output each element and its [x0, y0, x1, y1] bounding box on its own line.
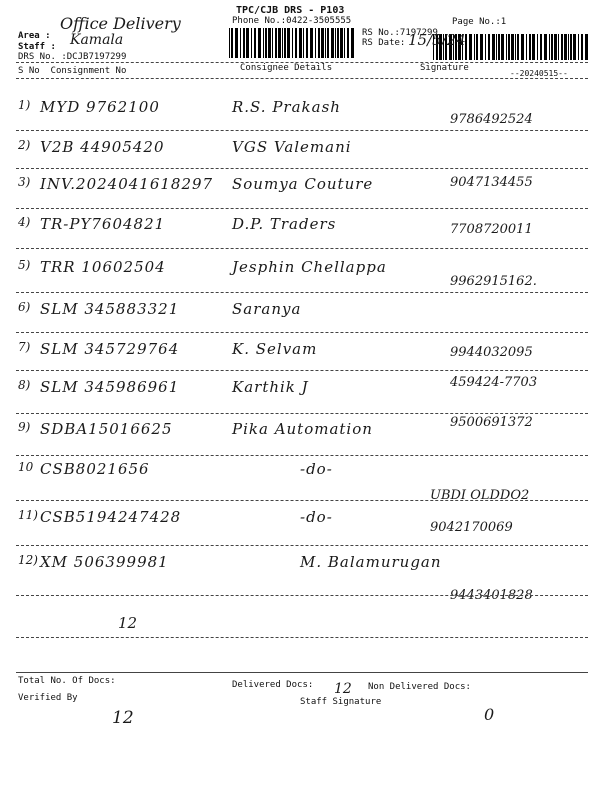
col-consignment-text: Consignment No — [50, 66, 127, 76]
barcode-bar — [564, 34, 567, 60]
barcode-bar — [496, 34, 497, 60]
row-signature: 9786492524 — [450, 112, 533, 127]
barcode-bar — [303, 28, 304, 58]
barcode-bar — [351, 28, 354, 58]
barcode-bar — [540, 34, 542, 60]
barcode-bar — [508, 34, 510, 60]
row-consignment-no: V2B 44905420 — [40, 138, 165, 156]
row-consignment-no: MYD 9762100 — [40, 98, 160, 116]
barcode-bar — [347, 28, 349, 58]
area-label — [18, 31, 51, 41]
row-signature: 9500691372 — [450, 415, 533, 430]
barcode-bar — [573, 34, 576, 60]
row-divider — [16, 413, 588, 414]
barcode-bar — [517, 34, 519, 60]
barcode-bar — [506, 34, 507, 60]
barcode-bar — [570, 34, 572, 60]
row-sno: 5) — [18, 258, 31, 272]
row-consignment-no: TRR 10602504 — [40, 258, 166, 276]
row-sno: 8) — [18, 378, 31, 392]
row-divider — [16, 595, 588, 596]
page-number: Page No.:1 — [452, 17, 507, 27]
row-consignee: Karthik J — [232, 378, 309, 396]
barcode-bar — [521, 34, 524, 60]
barcode-bar — [265, 28, 267, 58]
row-sno: 1) — [18, 98, 31, 112]
barcode-bar — [254, 28, 256, 58]
row-consignee: Pika Automation — [232, 420, 373, 438]
row-signature: 459424-7703 — [450, 375, 538, 390]
row-divider — [16, 637, 588, 638]
row-sno: 4) — [18, 215, 31, 229]
barcode-bar — [246, 28, 249, 58]
verified-by-label: Verified By — [18, 693, 78, 703]
barcode-bar — [306, 28, 308, 58]
barcode-bar — [318, 28, 320, 58]
barcode-bar — [263, 28, 264, 58]
barcode-bar — [275, 28, 277, 58]
staff-label — [18, 42, 56, 52]
row-sno: 9) — [18, 420, 31, 434]
row-sno: 11) — [18, 508, 38, 522]
row-signature: 9962915162. — [450, 274, 537, 289]
drs-number: DRS No. :DCJB7197299 — [18, 52, 127, 62]
barcode-bar — [474, 34, 475, 60]
barcode-bar — [340, 28, 343, 58]
row-signature: 9443401828 — [450, 588, 533, 603]
barcode-bar — [551, 34, 553, 60]
rs-date-label: RS Date: — [362, 38, 406, 48]
barcode-bar — [331, 28, 334, 58]
rs-date-value: 15/5/24 — [408, 31, 466, 49]
row-sno: 10 — [18, 460, 34, 474]
row-consignee: R.S. Prakash — [232, 98, 341, 116]
row-sno: 2) — [18, 138, 31, 152]
barcode-bar — [480, 34, 483, 60]
row-consignment-no: SDBA15016625 — [40, 420, 173, 438]
delivered-docs-value: 12 — [334, 681, 352, 697]
barcode-bar — [231, 28, 233, 58]
row-consignment-no: CSB5194247428 — [40, 508, 182, 526]
footer-divider — [16, 672, 588, 673]
barcode-bar — [585, 34, 588, 60]
row-consignee: -do- — [300, 508, 333, 526]
barcode-bar — [268, 28, 271, 58]
row-divider — [16, 208, 588, 209]
drs-barcode — [228, 28, 356, 58]
barcode-bar — [295, 28, 297, 58]
barcode-bar — [282, 28, 283, 58]
row-divider — [16, 545, 588, 546]
row-consignment-no: XM 506399981 — [40, 553, 169, 571]
barcode-bar — [287, 28, 290, 58]
col-header-signature: Signature — [420, 63, 469, 73]
row-consignment-no: SLM 345729764 — [40, 340, 180, 358]
row-divider — [16, 500, 588, 501]
barcode-bar — [537, 34, 538, 60]
barcode-bar — [492, 34, 495, 60]
barcode-bar — [325, 28, 326, 58]
barcode-bar — [469, 34, 472, 60]
row-divider — [16, 168, 588, 169]
barcode-bar — [526, 34, 527, 60]
barcode-bar — [498, 34, 500, 60]
staff-signature-label: Staff Signature — [300, 697, 382, 707]
barcode-bar — [561, 34, 563, 60]
barcode-bar — [578, 34, 579, 60]
staff-value: Kamala — [70, 32, 124, 48]
barcode-bar — [299, 28, 302, 58]
barcode-bar — [544, 34, 547, 60]
barcode-bar — [335, 28, 336, 58]
barcode-bar — [251, 28, 252, 58]
col-header-date: --20240515-- — [510, 69, 568, 78]
row-signature: 9047134455 — [450, 175, 533, 190]
barcode-bar — [511, 34, 514, 60]
barcode-bar — [310, 28, 313, 58]
row-signature: 7708720011 — [450, 222, 533, 237]
barcode-bar — [476, 34, 478, 60]
barcode-bar — [485, 34, 486, 60]
row-consignee: Saranya — [232, 300, 302, 318]
barcode-bar — [337, 28, 339, 58]
area-value: Office Delivery — [60, 14, 181, 33]
row-divider — [16, 332, 588, 333]
row-divider — [16, 370, 588, 371]
row-sno: 12) — [18, 553, 38, 567]
total-note: 12 — [118, 614, 138, 632]
barcode-bar — [558, 34, 559, 60]
row-consignment-no: SLM 345883321 — [40, 300, 180, 318]
row-divider — [16, 455, 588, 456]
row-signature: UBDI OLDDO2 — [430, 488, 530, 503]
columns-divider — [16, 78, 588, 79]
rs-number: RS No.:7197299 — [362, 28, 438, 38]
barcode-bar — [581, 34, 583, 60]
non-delivered-docs-value: 0 — [484, 705, 495, 724]
row-consignee: VGS Valemani — [232, 138, 352, 156]
area-label-text: Area : — [18, 31, 51, 41]
barcode-bar — [272, 28, 273, 58]
row-sno: 7) — [18, 340, 31, 354]
barcode-bar — [568, 34, 569, 60]
delivered-docs-label: Delivered Docs: — [232, 680, 314, 690]
row-consignee: K. Selvam — [232, 340, 318, 358]
row-sno: 6) — [18, 300, 31, 314]
row-consignment-no: INV.2024041618297 — [40, 175, 214, 193]
col-header-consignee: Consignee Details — [240, 63, 333, 73]
row-consignee: Soumya Couture — [232, 175, 374, 193]
barcode-bar — [258, 28, 261, 58]
staff-label-text: Staff : — [18, 42, 56, 52]
barcode-bar — [554, 34, 557, 60]
barcode-bar — [292, 28, 293, 58]
verified-by-value: 12 — [112, 708, 134, 728]
barcode-bar — [549, 34, 550, 60]
barcode-bar — [344, 28, 345, 58]
row-consignment-no: TR-PY7604821 — [40, 215, 166, 233]
row-consignment-no: SLM 345986961 — [40, 378, 180, 396]
row-consignee: -do- — [300, 460, 333, 478]
total-docs-label: Total No. Of Docs: — [18, 676, 116, 686]
row-signature: 9042170069 — [430, 520, 513, 535]
row-divider — [16, 130, 588, 131]
row-divider — [16, 248, 588, 249]
row-divider — [16, 292, 588, 293]
barcode-bar — [278, 28, 281, 58]
barcode-bar — [532, 34, 535, 60]
drs-title: TPC/CJB DRS - P103 — [236, 5, 345, 16]
barcode-bar — [240, 28, 241, 58]
barcode-bar — [243, 28, 245, 58]
row-sno: 3) — [18, 175, 31, 189]
barcode-bar — [315, 28, 316, 58]
barcode-bar — [235, 28, 238, 58]
row-signature: 9944032095 — [450, 345, 533, 360]
row-consignee: D.P. Traders — [232, 215, 337, 233]
barcode-bar — [501, 34, 504, 60]
non-delivered-docs-label: Non Delivered Docs: — [368, 682, 471, 692]
barcode-bar — [327, 28, 329, 58]
row-consignee: Jesphin Chellappa — [232, 258, 387, 276]
barcode-bar — [229, 28, 230, 58]
phone-number: Phone No.:0422-3505555 — [232, 16, 352, 26]
row-consignment-no: CSB8021656 — [40, 460, 150, 478]
col-header-sno — [18, 66, 126, 76]
row-consignee: M. Balamurugan — [300, 553, 442, 571]
col-sno-text: S No — [18, 66, 40, 76]
barcode-bar — [515, 34, 516, 60]
barcode-bar — [284, 28, 286, 58]
barcode-bar — [529, 34, 531, 60]
barcode-bar — [321, 28, 324, 58]
barcode-bar — [488, 34, 490, 60]
